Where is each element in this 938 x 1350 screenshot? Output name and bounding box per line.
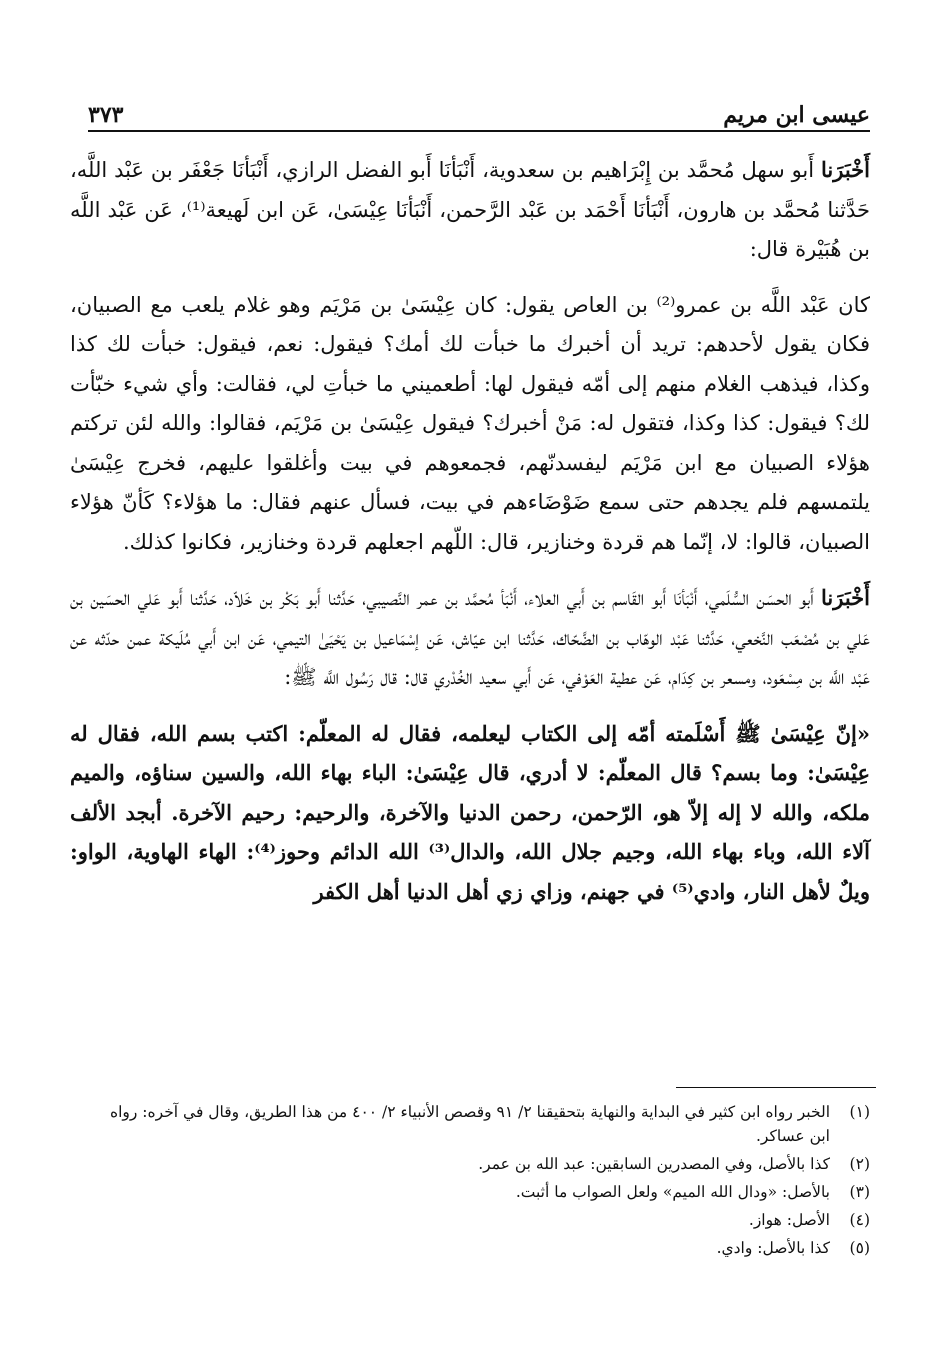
- paragraph-text: أَبو سهل مُحمَّد بن إِبْرَاهيم بن سعدوية، أَنْبَأنَا أَبو الفضل الرازي، أَنْبَأنَا جَعْفَر بن عَبْد اللَّه، حَدَّثنا مُحمَّد بن هارون، أَنْبَأنَا أَحْمَد بن عَبْد الرَّحمن، أَنْبَأنَا عِيْسَىٰ، عَن ابن لَهيعة⁽¹⁾، عَن عَبْد اللَّه بن هُبَيْرة قال:: [70, 158, 870, 261]
- footnote-text: كذا بالأصل، وفي المصدرين السابقين: عبد الله بن عمر.: [478, 1155, 830, 1173]
- paragraph-lead: أَخْبَرَنا: [821, 585, 870, 610]
- footnotes: [90, 1100, 870, 1264]
- footnote: [90, 1152, 870, 1176]
- paragraph-isnad-1: [70, 150, 870, 270]
- footnote-text: الأصل: هواز.: [748, 1211, 830, 1229]
- running-title: عيسى ابن مريم: [723, 102, 870, 128]
- paragraph-narrative: [70, 286, 870, 563]
- footnote-number: (٣): [849, 1183, 870, 1201]
- paragraph-lead: أَخْبَرَنا: [821, 157, 870, 182]
- footnote: [90, 1236, 870, 1260]
- paragraph-text: أَبو الحسَن السُّلَمي، أَنْبَأنَا أَبو القَاسم بن أَبي العلاء، أَنْبَأ مُحمَّد بن عمر النَّصيبي، حَدَّثنا أَبو بَكْر بن خَلاّد، حَدَّثنا أَبو عَلي الحسَين بن عَلي بن مُصْعَب النَّخعي، حَدَّثنا عَبْد الوهّاب بن الضَّحّاك، حَدَّثنا ابن عيّاش، عَن إسْمَاعيل بن يَحْيَىٰ التيمي، عَن ابن أَبي مُلَيكة عمن حدّثه عن عَبْد اللَّه بن مِسْعَود، ومسعر بن كِدَام، عَن عطية العَوْفي، عَن أَبي سعيد الخُدْري قال: قال رَسُول اللَّه ﷺ:: [70, 586, 870, 689]
- page-header: [88, 92, 870, 128]
- footnote-divider: [676, 1087, 876, 1088]
- footnote-number: (٢): [849, 1155, 870, 1173]
- footnote-text: الخبر رواه ابن كثير في البداية والنهاية بتحقيقنا ٢/ ٩١ وقصص الأنبياء ٢/ ٤٠٠ من هذا الطريق، وقال في آخره: رواه ابن عساكر.: [109, 1103, 830, 1145]
- paragraph-text: «إنّ عِيْسَىٰ ﷺ أَسْلَمته أمّه إلى الكتاب ليعلمه، فقال له المعلّم: اكتب بسم الله، فقال له عِيْسَىٰ: وما بسم؟ قال المعلّم: لا أدري، قال عِيْسَىٰ: الباء بهاء الله، والسين سناؤه، والميم ملكه، والله لا إله إلاّ هو، الرّحمن، رحمن الدنيا والآخرة، والرحيم: رحيم الآخرة. أبجد الألف آلاء الله، وباء بهاء الله، وجيم جلال الله، والدال⁽³⁾ الله الدائم وحوز⁽⁴⁾: الهاء الهاوية، الواو: ويلٌ لأهل النار، وادي⁽⁵⁾ في جهنم، وزاي زي أهل الدنيا أهل الكفر: [70, 720, 870, 904]
- paragraph-isnad-2: [70, 578, 870, 698]
- header-divider: [88, 130, 870, 132]
- footnote-number: (١): [849, 1103, 870, 1121]
- footnote: [90, 1208, 870, 1232]
- page-number: ٣٧٣: [88, 102, 124, 128]
- paragraph-hadith: [70, 714, 870, 912]
- footnote-text: بالأصل: «ودال الله الميم» ولعل الصواب ما أثبت.: [515, 1183, 830, 1201]
- footnote-number: (٤): [849, 1211, 870, 1229]
- footnote: [90, 1100, 870, 1148]
- main-text: [70, 150, 870, 927]
- footnote: [90, 1180, 870, 1204]
- paragraph-text: كان عَبْد اللَّه بن عمرو⁽²⁾ بن العاص يقول: كان عِيْسَىٰ بن مَرْيَم وهو غلام يلعب مع الصبيان، فكان يقول لأحدهم: تريد أن أخبرك ما خبأت لك أمك؟ فيقول: نعم، فيقول: خبأت لك كذا وكذا، فيذهب الغلام منهم إلى أمّه فيقول لها: أطعميني ما خبأتِ لي، فقالت: وأي شيء خبّأت لك؟ فيقول: كذا وكذا، فتقول له: مَنْ أخبرك؟ فيقول عِيْسَىٰ بن مَرْيَم، فقالوا: والله لئن تركتم هؤلاء الصبيان مع ابن مَرْيَم ليفسدنّهم، فجمعوهم في بيت وأغلقوا عليهم، فخرج عِيْسَىٰ يلتمسهم فلم يجدهم حتى سمع ضَوْضَاءهم في بيت، فسأل عنهم فقال: ما هؤلاء؟ كَأنّ هؤلاء الصبيان، قالوا: لا، إنّما هم قردة وخنازير، قال: اللّهم اجعلهم قردة وخنازير، فكانوا كذلك.: [70, 292, 870, 554]
- footnote-text: كذا بالأصل: وادي.: [716, 1239, 830, 1257]
- footnote-number: (٥): [849, 1239, 870, 1257]
